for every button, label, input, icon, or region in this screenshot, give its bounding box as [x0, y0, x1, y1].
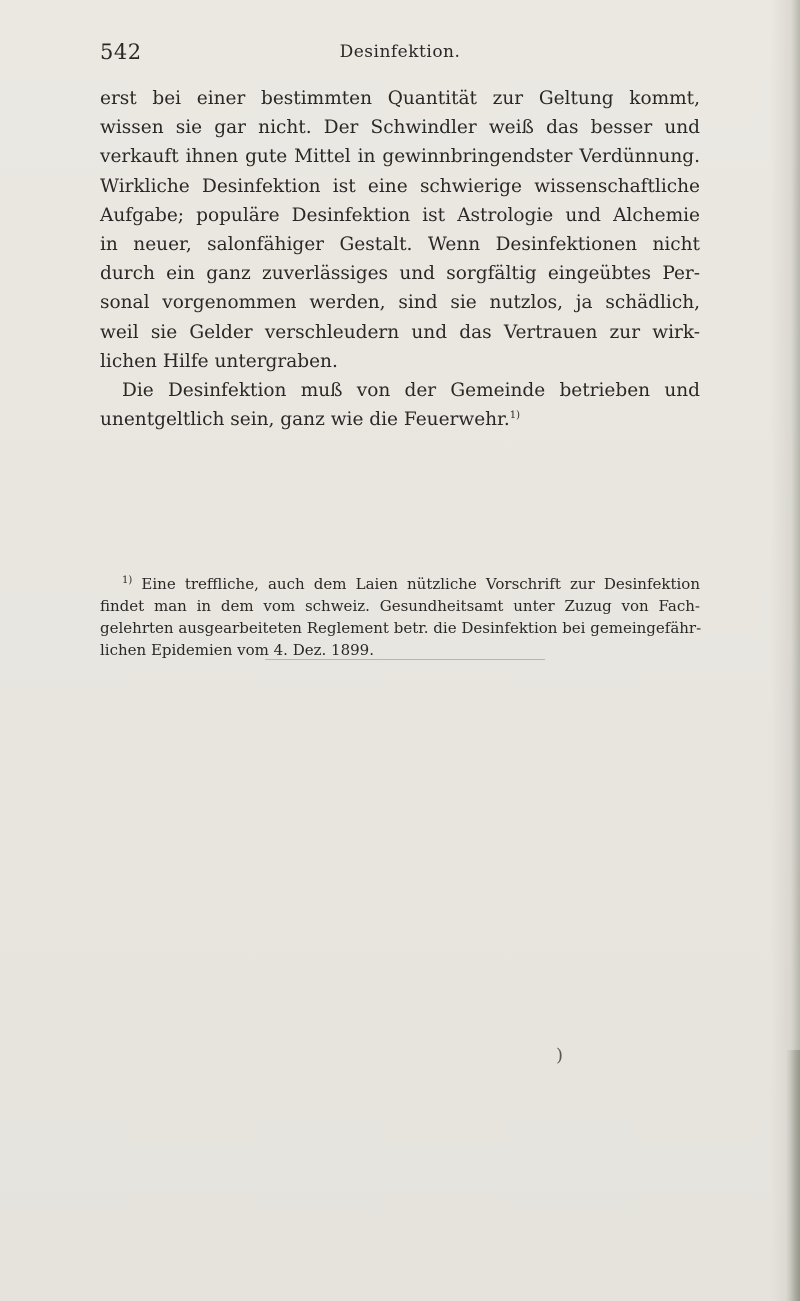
- body-line: weil sie Gelder verschleudern und das Vertrauen zur wirk-: [100, 321, 700, 343]
- footnote-line: lichen Epidemien vom 4. Dez. 1899.: [100, 641, 374, 659]
- body-line: Wirkliche Desinfektion ist eine schwierige wissenschaftliche: [100, 175, 700, 197]
- body-line-with-ref: [100, 405, 700, 434]
- body-text: [100, 84, 700, 434]
- footnote: [100, 573, 700, 661]
- footnote-text: Eine treffliche, auch dem Laien nützliche Vorschrift zur Desinfektion: [141, 575, 700, 593]
- body-line: Die Desinfektion muß von der Gemeinde betrieben und: [122, 380, 700, 402]
- body-line: erst bei einer bestimmten Quantität zur Geltung kommt,: [100, 88, 700, 109]
- body-line: lichen Hilfe untergraben.: [100, 350, 338, 372]
- body-line: sonal vorgenommen werden, sind sie nutzlos, ja schädlich,: [100, 292, 700, 314]
- page-number: 542: [100, 40, 142, 64]
- footnote-line: gelehrten ausgearbeiteten Reglement betr. die Desinfektion bei gemeingefähr-: [100, 619, 702, 637]
- footnote-marker: 1): [122, 575, 133, 586]
- body-line: wissen sie gar nicht. Der Schwindler weiß das besser und: [100, 117, 700, 139]
- stray-mark: ): [556, 1045, 564, 1066]
- body-line: Aufgabe; populäre Desinfektion ist Astrologie und Alchemie: [100, 204, 700, 226]
- footnote-reference: 1): [509, 410, 521, 422]
- footnote-line: [100, 573, 700, 595]
- running-head: Desinfektion.: [339, 42, 461, 62]
- body-line-text: unentgeltlich sein, ganz wie die Feuerwehr.: [100, 409, 510, 431]
- page-edge-stain: [786, 1050, 800, 1301]
- body-line: verkauft ihnen gute Mittel in gewinnbringendster Verdünnung.: [100, 146, 700, 168]
- body-line: in neuer, salonfähiger Gestalt. Wenn Desinfektionen nicht: [100, 234, 700, 256]
- divider-rule: [265, 659, 545, 660]
- body-line: durch ein ganz zuverlässiges und sorgfältig eingeübtes Per-: [100, 263, 700, 285]
- page-header: [100, 40, 700, 70]
- footnote-line: findet man in dem vom schweiz. Gesundheitsamt unter Zuzug von Fach-: [100, 597, 700, 615]
